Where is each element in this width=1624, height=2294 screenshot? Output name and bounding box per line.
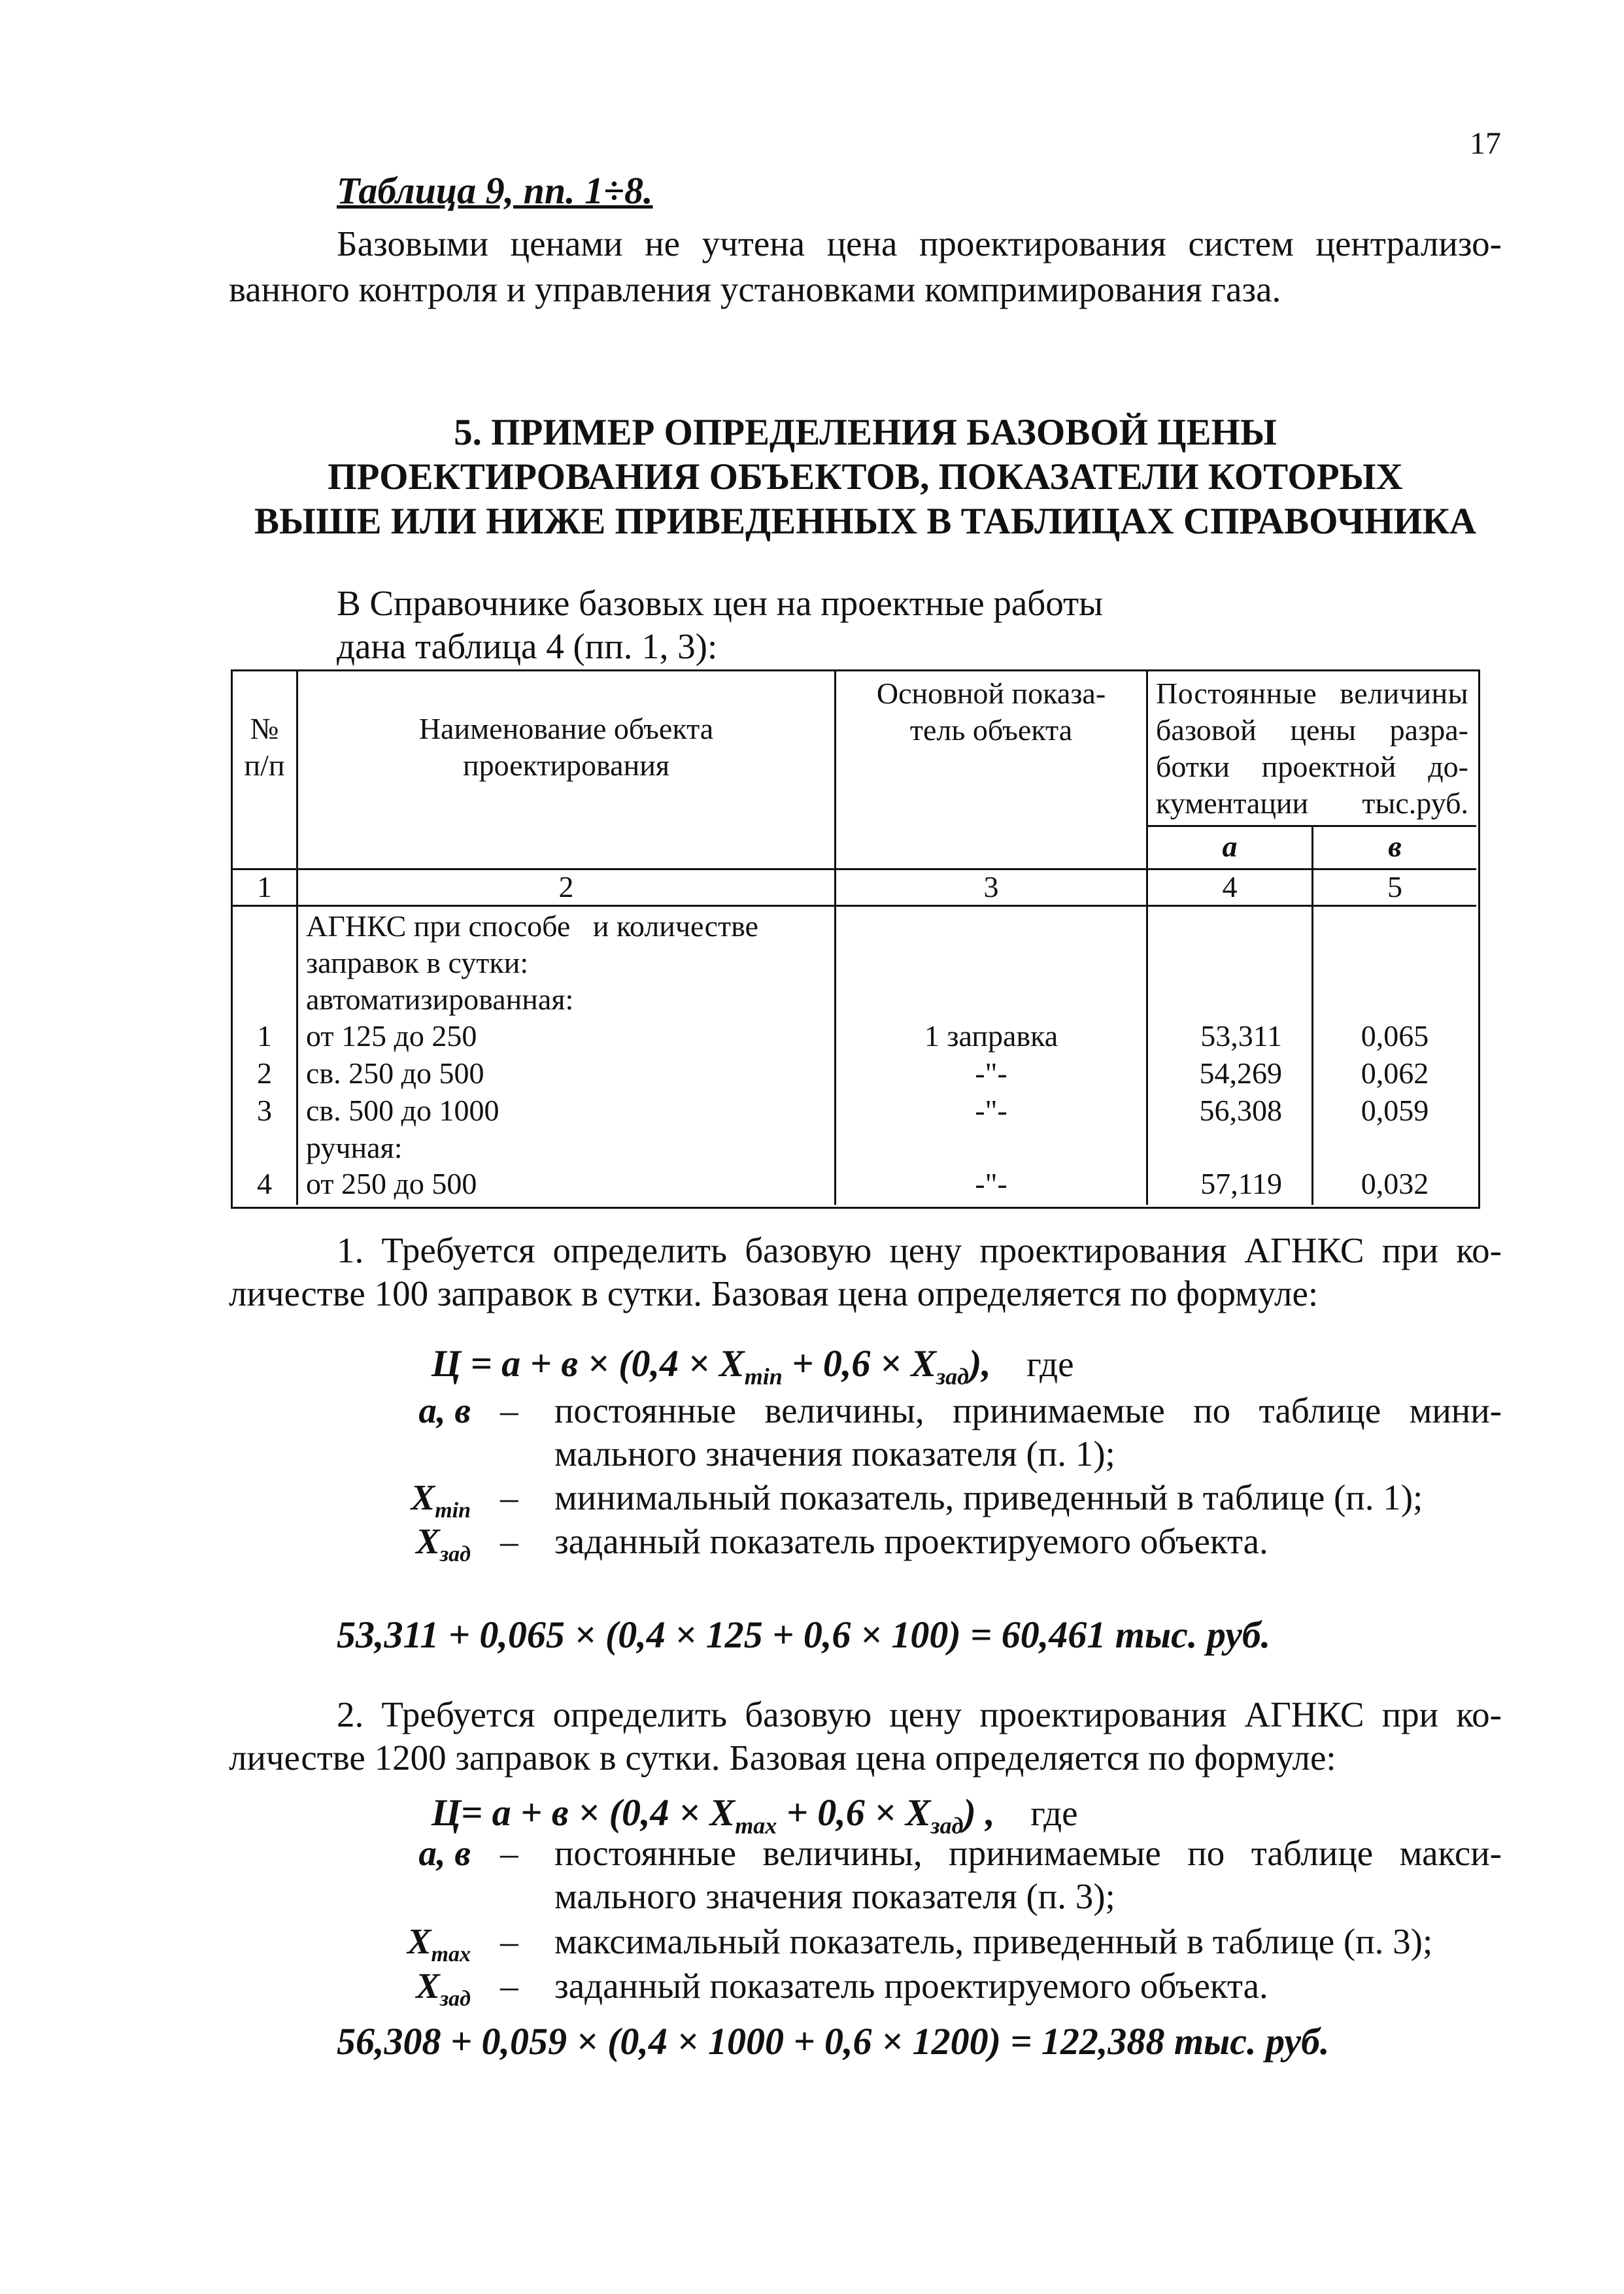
example2-def-text: максимальный показатель, приведенный в таблице (п. 3);: [554, 1921, 1433, 1961]
row-object-name: св. 500 до 1000: [306, 1094, 499, 1127]
example2-def-dash: –: [500, 1921, 518, 1961]
section-heading-line-1: 5. ПРИМЕР ОПРЕДЕЛЕНИЯ БАЗОВОЙ ЦЕНЫ: [454, 412, 1277, 453]
example1-formula: $Ц = а + в \times (0,4 \times X_{min} + 0,6 \times X_{зад})$, где: [431, 1342, 1074, 1390]
example1-def-text: мального значения показателя (п. 1);: [554, 1434, 1115, 1474]
page-number: 17: [1470, 126, 1501, 161]
header-constants: Постоянные величины базовой цены разра- ботки проектной до- кументации тыс.руб.: [1156, 677, 1468, 820]
example2-def-dash: –: [500, 1833, 518, 1873]
row-value-a: 56,308: [1199, 1094, 1282, 1127]
row-indicator: 1 заправка: [924, 1019, 1058, 1053]
table-reference: Таблица 9, пп. 1÷8.: [337, 169, 653, 212]
example2-para-line-2: личестве 1200 заправок в сутки. Базовая цена определяется по формуле:: [229, 1738, 1336, 1778]
row-value-b: 0,062: [1361, 1056, 1429, 1090]
example1-def-text: заданный показатель проектируемого объекта.: [554, 1521, 1268, 1561]
row-object-name: от 125 до 250: [306, 1019, 477, 1053]
row-indicator: -"-: [975, 1167, 1007, 1200]
header-a: а: [1222, 830, 1238, 863]
group-title: АГНКС при способе и количестве заправок в сутки: автоматизированная:: [306, 909, 758, 1016]
row-number: 3: [257, 1094, 272, 1127]
example1-def-symbol: $X_{зад}$: [416, 1521, 471, 1566]
row-value-a: 53,311: [1200, 1019, 1282, 1053]
example2-def-symbol: $X_{зад}$: [416, 1966, 471, 2011]
row-indicator: -"-: [975, 1094, 1007, 1127]
intro-line-2: ванного контроля и управления установками компримирования газа.: [229, 269, 1281, 309]
example1-def-dash: –: [500, 1477, 518, 1517]
header-b: в: [1388, 830, 1402, 863]
row-value-b: 0,059: [1361, 1094, 1429, 1127]
column-number: 1: [257, 870, 272, 903]
manual-label: ручная:: [306, 1131, 403, 1164]
example2-formula: $Ц= а + в \times (0,4 \times X_{max} + 0,6 \times X_{зад})$ , где: [431, 1791, 1078, 1839]
example2-def-symbol: а, в: [418, 1833, 471, 1873]
row-number: 4: [257, 1167, 272, 1200]
example2-def-text: постоянные величины, принимаемые по таблице макси-: [554, 1833, 1502, 1873]
example1-def-dash: –: [500, 1521, 518, 1561]
example2-def-symbol: $X_{max}$: [407, 1921, 471, 1966]
example1-def-text: минимальный показатель, приведенный в таблице (п. 1);: [554, 1477, 1423, 1517]
header-object-name: Наименование объекта проектирования: [418, 712, 714, 782]
example2-result: 56,308 + 0,059 × (0,4 × 1000 + 0,6 × 1200) = 122,388 тыс. руб.: [337, 2020, 1330, 2063]
header-num: № п/п: [244, 712, 285, 782]
section-heading-line-2: ПРОЕКТИРОВАНИЯ ОБЪЕКТОВ, ПОКАЗАТЕЛИ КОТОРЫХ: [328, 456, 1403, 498]
example1-def-symbol: а, в: [418, 1391, 471, 1430]
example1-def-dash: –: [500, 1391, 518, 1430]
row-value-b: 0,032: [1361, 1167, 1429, 1200]
example2-def-text: заданный показатель проектируемого объекта.: [554, 1966, 1268, 2006]
row-object-name: от 250 до 500: [306, 1167, 477, 1200]
row-value-a: 54,269: [1199, 1056, 1282, 1090]
example2-para-line-1: 2. Требуется определить базовую цену проектирования АГНКС при ко-: [337, 1695, 1502, 1734]
column-number: 3: [983, 870, 999, 903]
column-number: 4: [1222, 870, 1238, 903]
lead-line-1: В Справочнике базовых цен на проектные работы: [337, 583, 1104, 623]
example1-def-text: постоянные величины, принимаемые по таблице мини-: [554, 1391, 1502, 1430]
row-indicator: -"-: [975, 1056, 1007, 1090]
example1-def-symbol: $X_{min}$: [411, 1477, 471, 1523]
price-table: [231, 669, 1480, 1209]
column-number: 2: [558, 870, 574, 903]
example1-para-line-1: 1. Требуется определить базовую цену проектирования АГНКС при ко-: [337, 1230, 1502, 1270]
row-value-b: 0,065: [1361, 1019, 1429, 1053]
column-number: 5: [1387, 870, 1402, 903]
row-value-a: 57,119: [1200, 1167, 1282, 1200]
header-main-indicator: Основной показа- тель объекта: [876, 677, 1106, 747]
example1-result: 53,311 + 0,065 × (0,4 × 125 + 0,6 × 100) = 60,461 тыс. руб.: [337, 1613, 1271, 1656]
intro-line-1: Базовыми ценами не учтена цена проектирования систем централизо-: [337, 224, 1502, 263]
row-number: 2: [257, 1056, 272, 1090]
section-heading-line-3: ВЫШЕ ИЛИ НИЖЕ ПРИВЕДЕННЫХ В ТАБЛИЦАХ СПРАВОЧНИКА: [254, 501, 1477, 542]
row-number: 1: [257, 1019, 272, 1053]
example1-para-line-2: личестве 100 заправок в сутки. Базовая цена определяется по формуле:: [229, 1274, 1319, 1313]
example2-def-text: мального значения показателя (п. 3);: [554, 1876, 1115, 1916]
table-hline: [1146, 825, 1476, 827]
lead-line-2: дана таблица 4 (пп. 1, 3):: [337, 626, 718, 666]
example2-def-dash: –: [500, 1966, 518, 2006]
row-object-name: св. 250 до 500: [306, 1056, 484, 1090]
